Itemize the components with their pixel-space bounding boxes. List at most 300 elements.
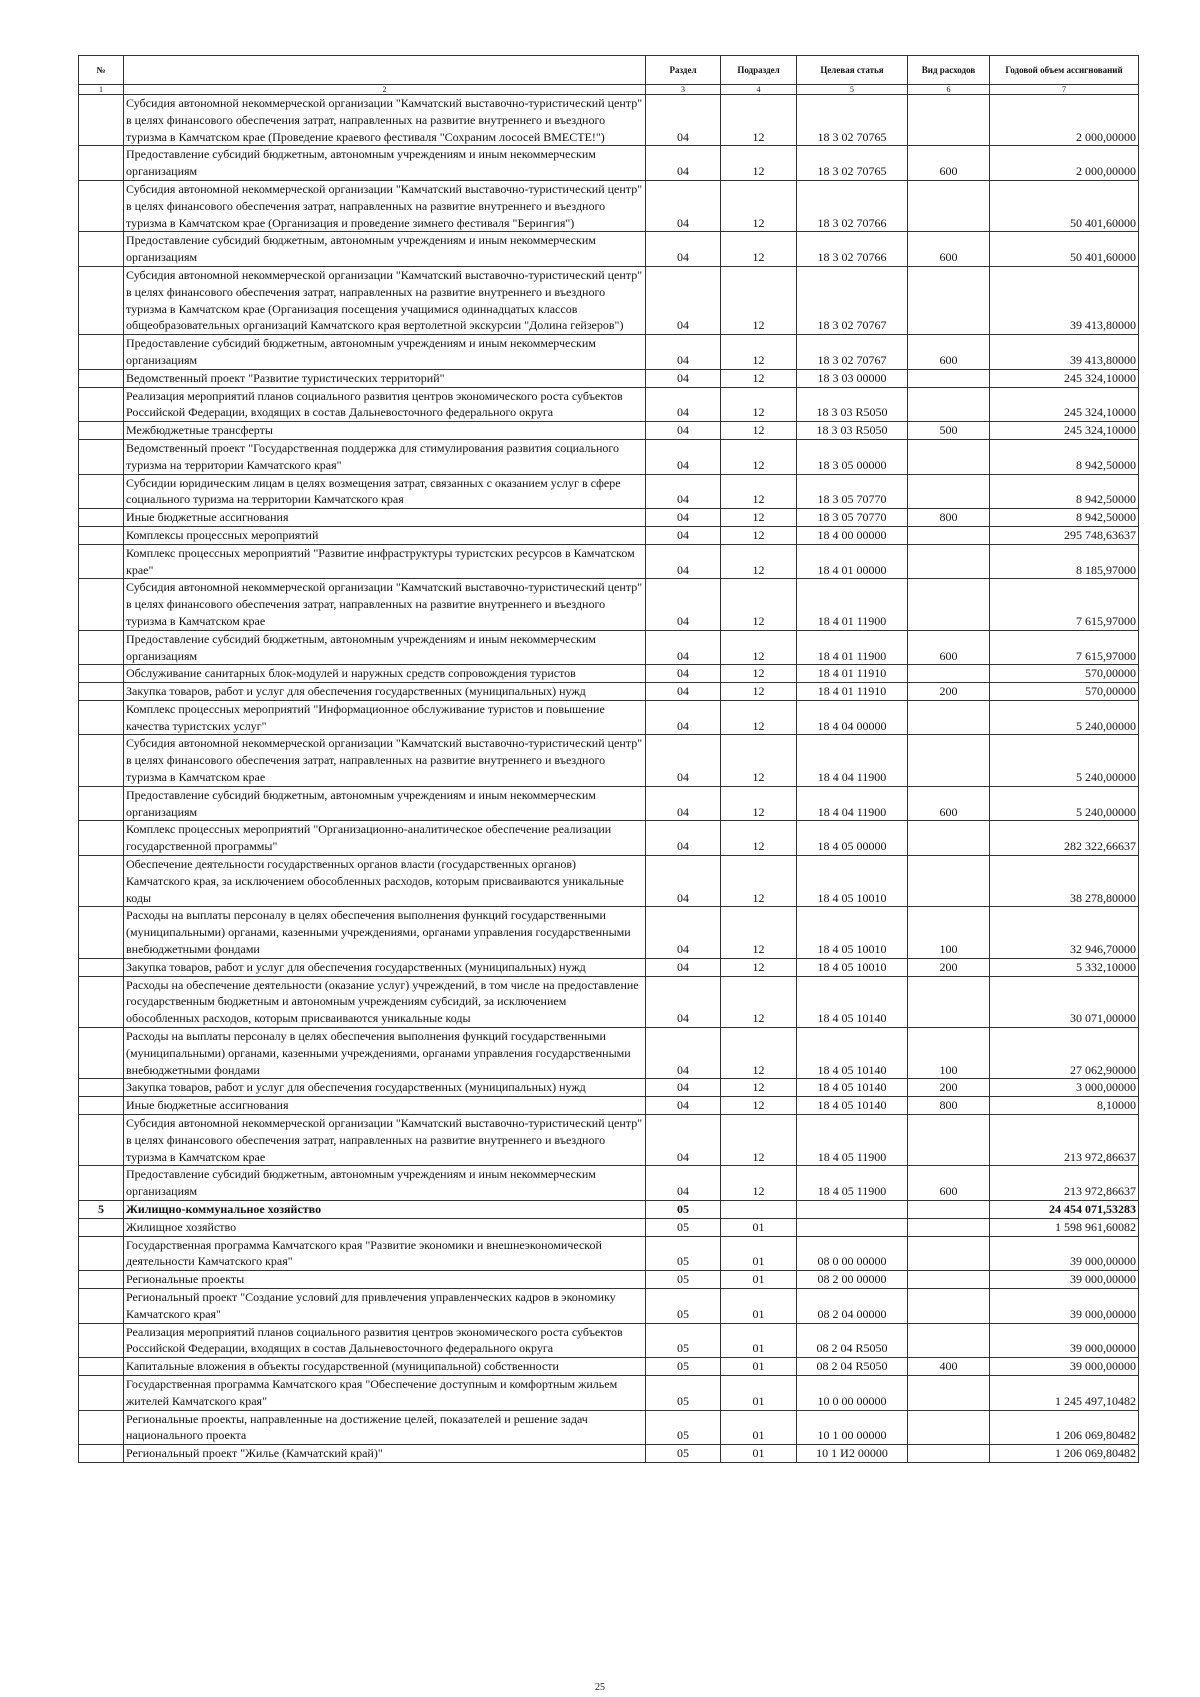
row-section: 04 [646, 439, 721, 474]
row-expense-type: 200 [908, 1079, 990, 1097]
header-expense-type: Вид расходов [908, 56, 990, 85]
row-section: 04 [646, 907, 721, 958]
row-number [79, 579, 124, 630]
row-section: 04 [646, 958, 721, 976]
row-number [79, 526, 124, 544]
row-section: 04 [646, 1079, 721, 1097]
row-name: Расходы на обеспечение деятельности (оказание услуг) учреждений, в том числе на предоставление государственным бюджетным и автономным учреждениям субсидий, за исключением обособленных расходов, которым присваиваются уникальные коды [124, 976, 646, 1027]
row-amount: 245 324,10000 [990, 422, 1139, 440]
row-amount: 39 000,00000 [990, 1236, 1139, 1271]
table-row [79, 1097, 1139, 1115]
row-section: 04 [646, 976, 721, 1027]
row-subsection: 12 [721, 335, 797, 370]
row-expense-type [908, 1445, 990, 1463]
row-section: 04 [646, 509, 721, 527]
row-target-article: 18 4 00 00000 [797, 526, 908, 544]
row-name: Региональные проекты [124, 1271, 646, 1289]
row-target-article: 18 3 02 70767 [797, 335, 908, 370]
row-subsection: 12 [721, 266, 797, 334]
row-number [79, 1410, 124, 1445]
row-target-article: 18 3 02 70767 [797, 266, 908, 334]
row-subsection: 12 [721, 700, 797, 735]
row-target-article: 18 4 01 00000 [797, 544, 908, 579]
row-target-article: 08 2 04 R5050 [797, 1358, 908, 1376]
row-section: 04 [646, 821, 721, 856]
row-target-article: 08 2 04 00000 [797, 1288, 908, 1323]
row-amount: 8,10000 [990, 1097, 1139, 1115]
row-section: 04 [646, 683, 721, 701]
row-subsection: 12 [721, 95, 797, 146]
header-section: Раздел [646, 56, 721, 85]
row-subsection: 12 [721, 907, 797, 958]
row-target-article: 18 4 05 10140 [797, 1079, 908, 1097]
row-name: Субсидии юридическим лицам в целях возмещения затрат, связанных с оказанием услуг в сфере социального туризма на территории Камчатского края [124, 474, 646, 509]
row-number [79, 422, 124, 440]
row-section: 04 [646, 856, 721, 907]
row-expense-type [908, 526, 990, 544]
table-row [79, 1115, 1139, 1166]
row-expense-type [908, 1115, 990, 1166]
row-name: Расходы на выплаты персоналу в целях обеспечения выполнения функций государственными (муниципальными) органами, казенными учреждениями, органами управления государственными внебюджетными фондами [124, 1028, 646, 1079]
row-target-article: 18 3 02 70766 [797, 232, 908, 267]
row-amount: 39 413,80000 [990, 266, 1139, 334]
row-target-article: 18 4 05 10010 [797, 958, 908, 976]
table-row [79, 369, 1139, 387]
row-expense-type [908, 1201, 990, 1219]
row-number [79, 95, 124, 146]
row-expense-type [908, 1410, 990, 1445]
header-number: № [79, 56, 124, 85]
row-subsection: 12 [721, 665, 797, 683]
row-expense-type [908, 439, 990, 474]
row-section: 05 [646, 1201, 721, 1219]
row-number [79, 180, 124, 231]
row-subsection: 01 [721, 1358, 797, 1376]
row-amount: 8 942,50000 [990, 439, 1139, 474]
row-number [79, 735, 124, 786]
header-name [124, 56, 646, 85]
table-row [79, 1201, 1139, 1219]
row-section: 04 [646, 146, 721, 181]
row-expense-type [908, 1323, 990, 1358]
row-expense-type: 100 [908, 907, 990, 958]
row-number [79, 976, 124, 1027]
row-number [79, 509, 124, 527]
row-amount: 570,00000 [990, 665, 1139, 683]
row-name: Предоставление субсидий бюджетным, автономным учреждениям и иным некоммерческим организациям [124, 786, 646, 821]
row-section: 05 [646, 1375, 721, 1410]
row-number [79, 232, 124, 267]
row-number [79, 630, 124, 665]
row-name: Комплекс процессных мероприятий "Информационное обслуживание туристов и повышение качества туристских услуг" [124, 700, 646, 735]
row-name: Расходы на выплаты персоналу в целях обеспечения выполнения функций государственными (муниципальными) органами, казенными учреждениями, органами управления государственными внебюджетными фондами [124, 907, 646, 958]
row-expense-type: 800 [908, 509, 990, 527]
row-number [79, 1358, 124, 1376]
column-number: 1 [79, 85, 124, 95]
row-amount: 1 598 961,60082 [990, 1218, 1139, 1236]
row-number [79, 544, 124, 579]
row-target-article: 18 4 04 11900 [797, 786, 908, 821]
row-name: Иные бюджетные ассигнования [124, 1097, 646, 1115]
row-number [79, 335, 124, 370]
row-number: 5 [79, 1201, 124, 1219]
row-expense-type: 600 [908, 786, 990, 821]
row-amount: 39 000,00000 [990, 1323, 1139, 1358]
header-row [79, 56, 1139, 85]
row-number [79, 369, 124, 387]
row-name: Обеспечение деятельности государственных органов власти (государственных органов) Камчатского края, за исключением обособленных расходов, которым присваиваются уникальные коды [124, 856, 646, 907]
row-expense-type [908, 387, 990, 422]
row-number [79, 1288, 124, 1323]
row-target-article: 18 3 02 70765 [797, 95, 908, 146]
row-subsection: 12 [721, 232, 797, 267]
row-subsection: 12 [721, 1115, 797, 1166]
row-subsection: 12 [721, 369, 797, 387]
row-target-article: 18 4 05 10010 [797, 907, 908, 958]
table-row [79, 526, 1139, 544]
table-row [79, 439, 1139, 474]
row-subsection [721, 1201, 797, 1219]
row-name: Комплексы процессных мероприятий [124, 526, 646, 544]
row-target-article: 08 2 00 00000 [797, 1271, 908, 1289]
row-number [79, 1271, 124, 1289]
row-amount: 2 000,00000 [990, 146, 1139, 181]
row-target-article: 18 4 04 00000 [797, 700, 908, 735]
row-section: 04 [646, 232, 721, 267]
row-target-article: 18 3 05 00000 [797, 439, 908, 474]
row-number [79, 958, 124, 976]
table-row [79, 1218, 1139, 1236]
row-subsection: 01 [721, 1445, 797, 1463]
row-amount: 7 615,97000 [990, 630, 1139, 665]
row-number [79, 439, 124, 474]
row-expense-type [908, 474, 990, 509]
row-amount: 2 000,00000 [990, 95, 1139, 146]
row-section: 04 [646, 1097, 721, 1115]
row-subsection: 01 [721, 1288, 797, 1323]
row-name: Субсидия автономной некоммерческой организации "Камчатский выставочно-туристический центр" в целях финансового обеспечения затрат, направленных на развитие внутреннего и въездного туризма в Камчатском крае [124, 1115, 646, 1166]
row-name: Субсидия автономной некоммерческой организации "Камчатский выставочно-туристический центр" в целях финансового обеспечения затрат, направленных на развитие внутреннего и въездного туризма в Камчатском крае [124, 579, 646, 630]
table-row [79, 544, 1139, 579]
row-subsection: 01 [721, 1236, 797, 1271]
row-name: Закупка товаров, работ и услуг для обеспечения государственных (муниципальных) нужд [124, 683, 646, 701]
row-section: 04 [646, 1028, 721, 1079]
row-section: 04 [646, 474, 721, 509]
table-row [79, 1375, 1139, 1410]
row-number [79, 1375, 124, 1410]
row-name: Закупка товаров, работ и услуг для обеспечения государственных (муниципальных) нужд [124, 958, 646, 976]
row-section: 04 [646, 700, 721, 735]
row-name: Предоставление субсидий бюджетным, автономным учреждениям и иным некоммерческим организациям [124, 146, 646, 181]
row-number [79, 1115, 124, 1166]
row-number [79, 1218, 124, 1236]
row-section: 05 [646, 1410, 721, 1445]
row-number [79, 665, 124, 683]
table-row [79, 335, 1139, 370]
table-row [79, 146, 1139, 181]
table-row [79, 1271, 1139, 1289]
row-number [79, 786, 124, 821]
row-section: 04 [646, 369, 721, 387]
row-subsection: 12 [721, 821, 797, 856]
row-name: Предоставление субсидий бюджетным, автономным учреждениям и иным некоммерческим организациям [124, 630, 646, 665]
row-subsection: 12 [721, 630, 797, 665]
row-amount: 570,00000 [990, 683, 1139, 701]
table-row [79, 95, 1139, 146]
row-section: 04 [646, 266, 721, 334]
row-expense-type [908, 821, 990, 856]
row-number [79, 387, 124, 422]
row-name: Комплекс процессных мероприятий "Развитие инфраструктуры туристских ресурсов в Камчатском крае" [124, 544, 646, 579]
row-target-article: 08 2 04 R5050 [797, 1323, 908, 1358]
row-subsection: 12 [721, 976, 797, 1027]
row-section: 05 [646, 1358, 721, 1376]
row-amount: 30 071,00000 [990, 976, 1139, 1027]
table-row [79, 700, 1139, 735]
row-amount: 5 240,00000 [990, 786, 1139, 821]
row-expense-type: 800 [908, 1097, 990, 1115]
row-number [79, 1079, 124, 1097]
table-row [79, 683, 1139, 701]
row-section: 04 [646, 735, 721, 786]
row-target-article: 18 4 05 10140 [797, 976, 908, 1027]
row-number [79, 1236, 124, 1271]
table-row [79, 1079, 1139, 1097]
row-name: Жилищное хозяйство [124, 1218, 646, 1236]
row-name: Региональные проекты, направленные на достижение целей, показателей и решение задач национального проекта [124, 1410, 646, 1445]
row-expense-type [908, 369, 990, 387]
row-expense-type: 600 [908, 630, 990, 665]
row-subsection: 01 [721, 1410, 797, 1445]
row-target-article [797, 1218, 908, 1236]
row-expense-type [908, 976, 990, 1027]
row-name: Капитальные вложения в объекты государственной (муниципальной) собственности [124, 1358, 646, 1376]
row-amount: 39 000,00000 [990, 1358, 1139, 1376]
row-target-article: 18 4 01 11900 [797, 630, 908, 665]
row-amount: 8 942,50000 [990, 509, 1139, 527]
table-row [79, 509, 1139, 527]
row-amount: 5 332,10000 [990, 958, 1139, 976]
table-row [79, 1445, 1139, 1463]
row-name: Закупка товаров, работ и услуг для обеспечения государственных (муниципальных) нужд [124, 1079, 646, 1097]
row-target-article: 18 3 05 70770 [797, 474, 908, 509]
row-section: 04 [646, 95, 721, 146]
row-subsection: 12 [721, 735, 797, 786]
row-target-article: 18 4 01 11910 [797, 683, 908, 701]
row-target-article: 18 4 05 11900 [797, 1166, 908, 1201]
table-row [79, 579, 1139, 630]
row-expense-type [908, 95, 990, 146]
table-body [79, 95, 1139, 1463]
row-name: Предоставление субсидий бюджетным, автономным учреждениям и иным некоммерческим организациям [124, 232, 646, 267]
row-target-article: 18 3 03 R5050 [797, 422, 908, 440]
row-section: 04 [646, 1115, 721, 1166]
row-name: Предоставление субсидий бюджетным, автономным учреждениям и иным некоммерческим организациям [124, 1166, 646, 1201]
row-amount: 24 454 071,53283 [990, 1201, 1139, 1219]
row-subsection: 01 [721, 1323, 797, 1358]
row-subsection: 12 [721, 856, 797, 907]
row-name: Субсидия автономной некоммерческой организации "Камчатский выставочно-туристический центр" в целях финансового обеспечения затрат, направленных на развитие внутреннего и въездного туризма в Камчатском крае [124, 735, 646, 786]
row-subsection: 12 [721, 474, 797, 509]
table-row [79, 474, 1139, 509]
row-section: 04 [646, 786, 721, 821]
row-amount: 39 000,00000 [990, 1271, 1139, 1289]
row-amount: 39 000,00000 [990, 1288, 1139, 1323]
row-number [79, 856, 124, 907]
row-name: Обслуживание санитарных блок-модулей и наружных средств сопровождения туристов [124, 665, 646, 683]
table-row [79, 387, 1139, 422]
row-subsection: 01 [721, 1375, 797, 1410]
row-subsection: 12 [721, 526, 797, 544]
row-name: Субсидия автономной некоммерческой организации "Камчатский выставочно-туристический центр" в целях финансового обеспечения затрат, направленных на развитие внутреннего и въездного туризма в Камчатском крае (Организация посещения учащимися одиннадцатых классов общеобразовательных организаций Камчатского края вертолетной экскурсии "Долина гейзеров") [124, 266, 646, 334]
row-expense-type: 600 [908, 232, 990, 267]
row-target-article: 18 4 04 11900 [797, 735, 908, 786]
table-row [79, 266, 1139, 334]
row-amount: 245 324,10000 [990, 369, 1139, 387]
row-number [79, 907, 124, 958]
row-name: Жилищно-коммунальное хозяйство [124, 1201, 646, 1219]
row-target-article: 18 4 05 10140 [797, 1028, 908, 1079]
row-target-article: 10 1 И2 00000 [797, 1445, 908, 1463]
row-section: 04 [646, 387, 721, 422]
row-amount: 282 322,66637 [990, 821, 1139, 856]
column-number: 3 [646, 85, 721, 95]
row-expense-type: 600 [908, 1166, 990, 1201]
row-target-article: 18 4 05 10140 [797, 1097, 908, 1115]
row-amount: 32 946,70000 [990, 907, 1139, 958]
row-subsection: 01 [721, 1218, 797, 1236]
table-row [79, 821, 1139, 856]
table-row [79, 1028, 1139, 1079]
row-subsection: 12 [721, 439, 797, 474]
table-row [79, 735, 1139, 786]
row-number [79, 1445, 124, 1463]
row-target-article: 18 4 05 11900 [797, 1115, 908, 1166]
row-subsection: 12 [721, 683, 797, 701]
table-row [79, 1288, 1139, 1323]
row-section: 05 [646, 1445, 721, 1463]
row-subsection: 12 [721, 422, 797, 440]
table-row [79, 907, 1139, 958]
row-target-article: 10 1 00 00000 [797, 1410, 908, 1445]
row-target-article: 18 4 01 11900 [797, 579, 908, 630]
row-amount: 38 278,80000 [990, 856, 1139, 907]
row-amount: 5 240,00000 [990, 735, 1139, 786]
row-section: 04 [646, 579, 721, 630]
row-expense-type [908, 856, 990, 907]
row-amount: 5 240,00000 [990, 700, 1139, 735]
row-expense-type [908, 735, 990, 786]
row-amount: 213 972,86637 [990, 1166, 1139, 1201]
row-target-article: 10 0 00 00000 [797, 1375, 908, 1410]
row-name: Региональный проект "Жилье (Камчатский край)" [124, 1445, 646, 1463]
table-row [79, 180, 1139, 231]
header-target-article: Целевая статья [797, 56, 908, 85]
column-number: 6 [908, 85, 990, 95]
row-expense-type [908, 1236, 990, 1271]
table-row [79, 958, 1139, 976]
row-expense-type: 400 [908, 1358, 990, 1376]
row-name: Комплекс процессных мероприятий "Организационно-аналитическое обеспечение реализации государственной программы" [124, 821, 646, 856]
row-subsection: 12 [721, 1166, 797, 1201]
column-number: 5 [797, 85, 908, 95]
page-number: 25 [595, 1682, 605, 1693]
row-amount: 1 206 069,80482 [990, 1410, 1139, 1445]
column-number: 2 [124, 85, 646, 95]
row-section: 04 [646, 544, 721, 579]
row-target-article: 18 4 01 11910 [797, 665, 908, 683]
row-subsection: 12 [721, 579, 797, 630]
row-expense-type [908, 180, 990, 231]
row-target-article: 18 4 05 00000 [797, 821, 908, 856]
row-subsection: 12 [721, 146, 797, 181]
row-amount: 7 615,97000 [990, 579, 1139, 630]
row-target-article: 18 3 05 70770 [797, 509, 908, 527]
row-amount: 8 185,97000 [990, 544, 1139, 579]
table-row [79, 232, 1139, 267]
row-name: Реализация мероприятий планов социального развития центров экономического роста субъектов Российской Федерации, входящих в состав Дальневосточного федерального округа [124, 1323, 646, 1358]
row-number [79, 1166, 124, 1201]
row-target-article: 18 3 02 70766 [797, 180, 908, 231]
row-expense-type [908, 579, 990, 630]
row-number [79, 266, 124, 334]
table-row [79, 786, 1139, 821]
row-expense-type: 600 [908, 146, 990, 181]
table-row [79, 1358, 1139, 1376]
row-section: 04 [646, 1166, 721, 1201]
table-row [79, 976, 1139, 1027]
row-name: Ведомственный проект "Государственная поддержка для стимулирования развития социального туризма на территории Камчатского края" [124, 439, 646, 474]
row-name: Региональный проект "Создание условий для привлечения управленческих кадров в экономику Камчатского края" [124, 1288, 646, 1323]
row-amount: 8 942,50000 [990, 474, 1139, 509]
row-section: 05 [646, 1218, 721, 1236]
row-expense-type [908, 1375, 990, 1410]
row-expense-type [908, 700, 990, 735]
row-expense-type: 600 [908, 335, 990, 370]
row-number [79, 1028, 124, 1079]
row-subsection: 01 [721, 1271, 797, 1289]
row-amount: 1 245 497,10482 [990, 1375, 1139, 1410]
table-row [79, 1166, 1139, 1201]
row-subsection: 12 [721, 544, 797, 579]
row-amount: 50 401,60000 [990, 180, 1139, 231]
row-subsection: 12 [721, 509, 797, 527]
row-name: Предоставление субсидий бюджетным, автономным учреждениям и иным некоммерческим организациям [124, 335, 646, 370]
column-number-row [79, 85, 1139, 95]
table-row [79, 856, 1139, 907]
row-section: 05 [646, 1288, 721, 1323]
row-subsection: 12 [721, 786, 797, 821]
table-row [79, 665, 1139, 683]
row-name: Межбюджетные трансферты [124, 422, 646, 440]
row-name: Государственная программа Камчатского края "Обеспечение доступным и комфортным жильем жителей Камчатского края" [124, 1375, 646, 1410]
row-section: 05 [646, 1323, 721, 1358]
row-section: 04 [646, 335, 721, 370]
row-amount: 39 413,80000 [990, 335, 1139, 370]
header-subsection: Подраздел [721, 56, 797, 85]
row-name: Субсидия автономной некоммерческой организации "Камчатский выставочно-туристический центр" в целях финансового обеспечения затрат, направленных на развитие внутреннего и въездного туризма в Камчатском крае (Организация и проведение зимнего фестиваля "Берингия") [124, 180, 646, 231]
row-name: Ведомственный проект "Развитие туристических территорий" [124, 369, 646, 387]
row-number [79, 474, 124, 509]
header-annual-amount: Годовой объем ассигнований [990, 56, 1139, 85]
row-target-article: 18 4 05 10010 [797, 856, 908, 907]
column-number: 4 [721, 85, 797, 95]
row-expense-type [908, 1218, 990, 1236]
row-expense-type [908, 1271, 990, 1289]
row-expense-type: 200 [908, 683, 990, 701]
row-expense-type: 200 [908, 958, 990, 976]
row-number [79, 1097, 124, 1115]
